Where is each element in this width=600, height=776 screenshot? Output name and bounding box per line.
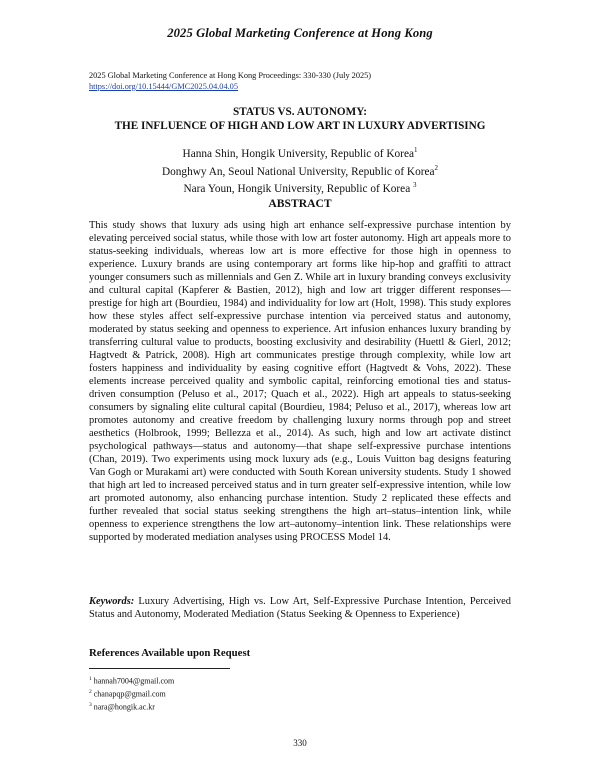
footnote-marker: 2 (89, 689, 92, 696)
footnote (89, 687, 389, 700)
title-line-2: THE INFLUENCE OF HIGH AND LOW ART IN LUXURY ADVERTISING (114, 119, 486, 132)
footnote-divider (89, 668, 230, 669)
keywords-section (89, 595, 511, 622)
conference-header: 2025 Global Marketing Conference at Hong Kong (167, 26, 433, 40)
footnote-email: hannah7004@gmail.com (91, 676, 175, 686)
keywords-text: Luxury Advertising, High vs. Low Art, Self-Expressive Purchase Intention, Perceived Status and Autonomy, Moderated Mediation (Status Seeking & Openness to Experience) (89, 596, 511, 621)
title-line-1: STATUS VS. AUTONOMY: (233, 106, 367, 118)
footnote-marker: 2 (434, 163, 439, 172)
author-list (40, 144, 560, 197)
author-line (40, 179, 560, 197)
author-line (40, 162, 560, 180)
proceedings-info (89, 70, 519, 92)
page-number: 330 (293, 738, 307, 748)
footnote-email: chanapqp@gmail.com (91, 689, 166, 699)
proceedings-citation: 2025 Global Marketing Conference at Hong Kong Proceedings: 330-330 (July 2025) (89, 71, 372, 80)
doi-link[interactable]: https://doi.org/10.15444/GMC2025.04.04.05 (89, 82, 238, 91)
paper-title (40, 106, 560, 133)
footnote (89, 700, 389, 713)
author-affiliation: Nara Youn, Hongik University, Republic of Korea (183, 182, 414, 195)
footnotes (89, 674, 389, 713)
abstract-text: This study shows that luxury ads using high art enhance self-expressive purchase intention by elevating perceived social status, while those with low art foster autonomy. High art appeals more to status-seeking individuals, whereas low art is more effective for those high in openness to experience. Luxury brands are using contemporary art forms like hip-hop and graffiti to attract younger consumers such as millennials and Gen Z. While art in luxury branding conveys exclusivity and cultural capital (Kapferer & Bastien, 2012), high and low art trigger different responses—prestige for high art (Bourdieu, 1984) and individuality for low art (Holt, 1998). This study explores how these styles affect self-expressive purchase intention via perceived status and autonomy, moderated by status seeking and openness to experience. Art infusion enhances luxury branding by transferring cultural value to products, boosting exclusivity and desirability (Huettl & Gierl, 2012; Hagtvedt & Patrick, 2008). High art communicates prestige through complexity, while low art fosters happiness and individuality by easing cognitive effort (Hagtvedt & Vohs, 2022). These elements increase perceived quality and symbolic capital, reinforcing emotional ties and status-driven consumption (Peluso et al., 2017; Quach et al., 2022). High art appeals to status-seeking consumers by signaling elite cultural capital (Bourdieu, 1984; Peluso et al., 2017), whereas low art promotes autonomy and creative freedom by challenging luxury norms through pop and street aesthetics (Holbrook, 1999; Bellezza et al., 2014). As such, high and low art activate distinct psychological pathways—status and autonomy—that shape self-expressive purchase intentions (Chan, 2019). Two experiments using mock luxury ads (e.g., Louis Vuitton bag designs featuring Van Gogh or Murakami art) were conducted with South Korean university students. Study 1 showed that high art led to increased perceived status and in turn greater self-expressive intention, while low art promoted autonomy, also enhancing purchase intention. Study 2 replicated these effects and further revealed that social status seeking strengthens the high art–status–intention link, while openness to experience strengthens the low art–autonomy–intention link. These relationships were supported by moderated mediation analyses using PROCESS Model 14. (89, 220, 511, 544)
footnote-marker: 1 (413, 146, 418, 154)
keywords-label: Keywords: (89, 596, 135, 607)
footnote-email: nara@hongik.ac.kr (91, 702, 155, 712)
footnote-marker: 3 (89, 702, 92, 709)
footnote (89, 674, 389, 687)
footnote-marker: 1 (89, 676, 92, 682)
footnote-marker: 3 (413, 181, 417, 190)
author-line (40, 144, 560, 162)
author-affiliation: Hanna Shin, Hongik University, Republic of Korea (182, 147, 414, 160)
author-affiliation: Donghwy An, Seoul National University, Republic of Korea (161, 165, 435, 178)
abstract-heading: ABSTRACT (268, 197, 332, 210)
references-heading: References Available upon Request (89, 647, 251, 659)
